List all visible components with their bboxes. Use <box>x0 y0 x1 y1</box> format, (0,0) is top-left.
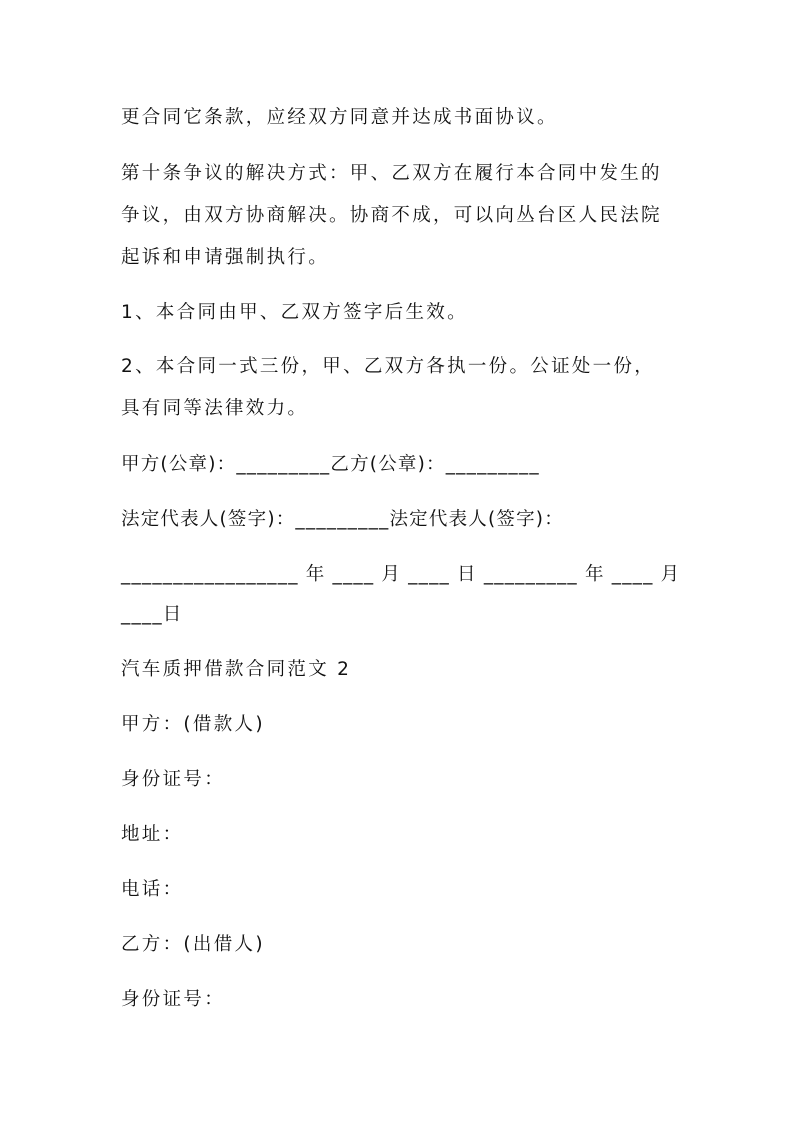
copies-clause-line-1: 2、本合同一式三份，甲、乙双方各执一份。公证处一份， <box>121 356 656 377</box>
party-a-address: 地址： <box>121 824 184 845</box>
article-ten-line-1: 第十条争议的解决方式：甲、乙双方在履行本合同中发生的 <box>121 163 662 184</box>
date-line-continued: ____日 <box>121 604 183 625</box>
effective-clause: 1、本合同由甲、乙双方签字后生效。 <box>121 302 468 323</box>
copies-clause-line-2: 具有同等法律效力。 <box>121 398 309 419</box>
party-b-id-number: 身份证号： <box>121 989 226 1010</box>
article-ten-line-3: 起诉和申请强制执行。 <box>121 247 330 268</box>
date-line: _________________ 年 ____ 月 ____ 日 _________ 年 ____ 月 <box>121 564 681 585</box>
paragraph-contract-change-clause: 更合同它条款，应经双方同意并达成书面协议。 <box>121 107 558 128</box>
party-a-borrower: 甲方：(借款人) <box>121 714 265 735</box>
party-b-lender: 乙方：(出借人) <box>121 934 265 955</box>
party-a-phone: 电话： <box>121 879 184 900</box>
article-ten-line-2: 争议，由双方协商解决。协商不成，可以向丛台区人民法院 <box>121 205 662 226</box>
contract-title: 汽车质押借款合同范文 2 <box>121 659 352 680</box>
legal-representative-line: 法定代表人(签字)：_________法定代表人(签字)： <box>121 509 564 530</box>
party-a-id-number: 身份证号： <box>121 769 226 790</box>
party-seal-line: 甲方(公章)：_________乙方(公章)：_________ <box>121 454 540 475</box>
